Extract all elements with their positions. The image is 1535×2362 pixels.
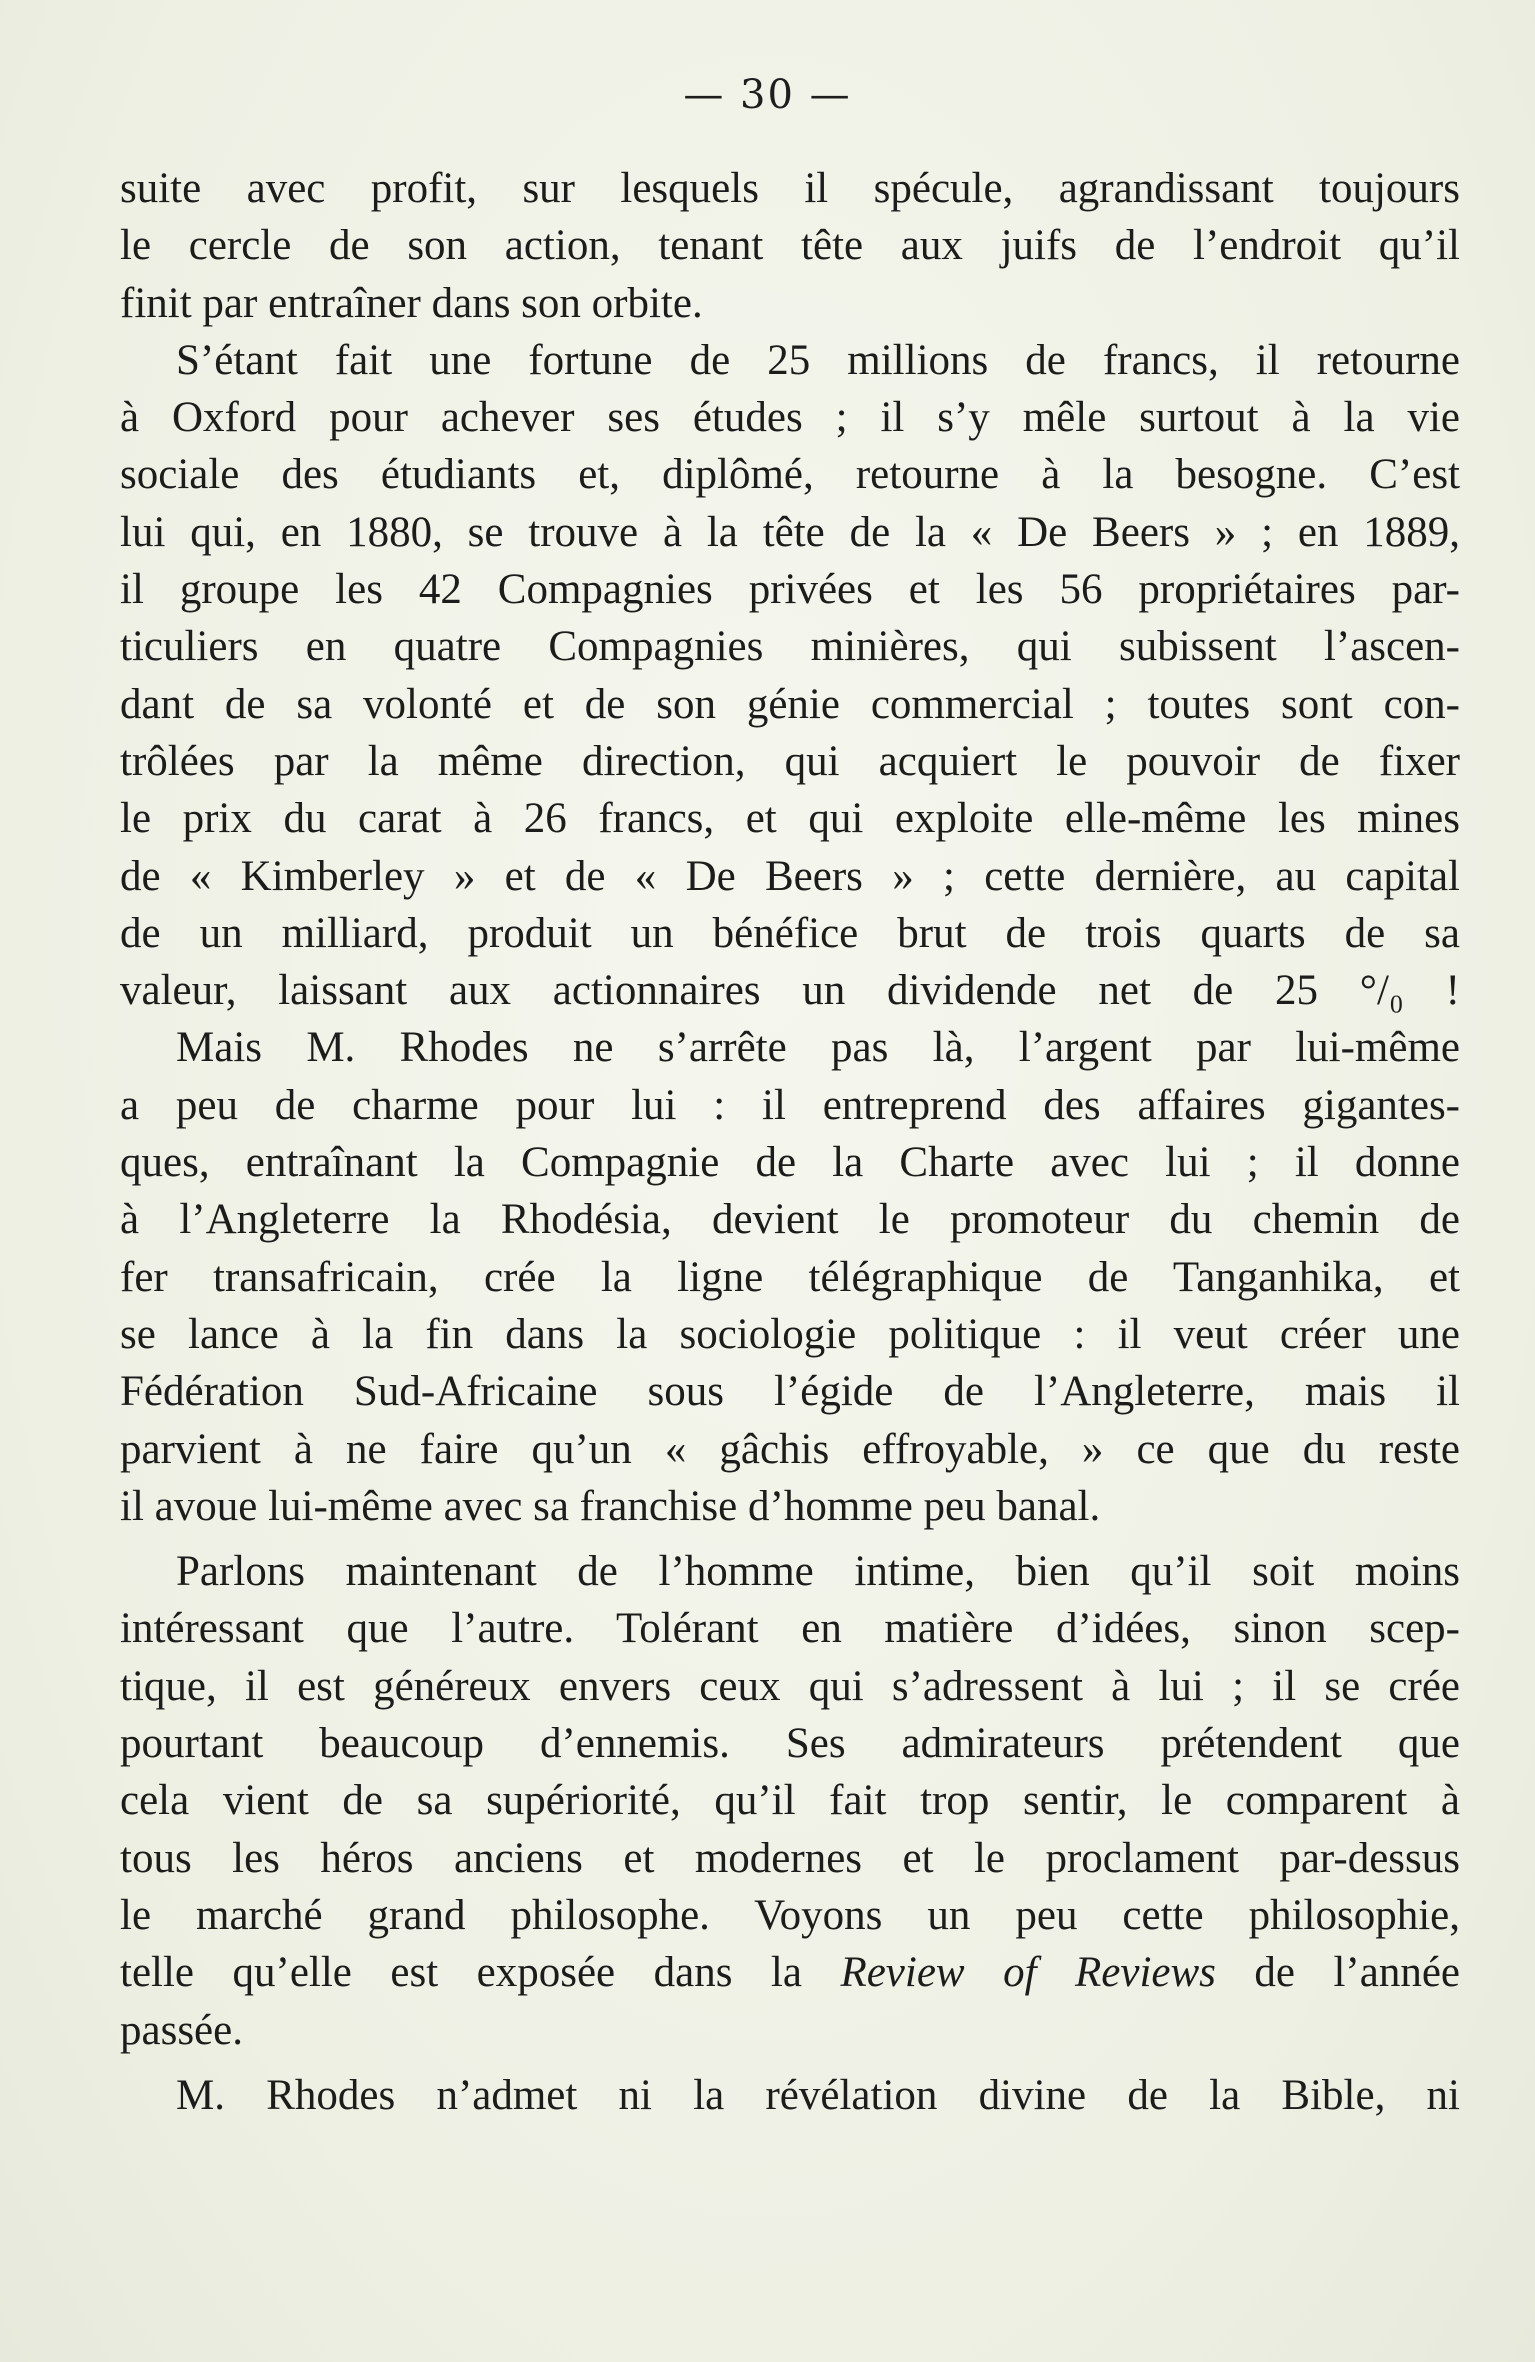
text-line: le marché grand philosophe. Voyons un peu cette philosophie,	[120, 1891, 1460, 1939]
text-line: il groupe les 42 Compagnies privées et les 56 propriétaires par-	[120, 566, 1460, 614]
text-line: valeur, laissant aux actionnaires un dividende net de 25 °/₀ !	[120, 967, 1460, 1015]
text-line: de un milliard, produit un bénéfice brut de trois quarts de sa	[120, 909, 1460, 957]
text-line: passée.	[120, 2006, 243, 2054]
body-text	[120, 160, 1460, 2124]
text-line: cela vient de sa supériorité, qu’il fait trop sentir, le comparent à	[120, 1777, 1460, 1825]
paragraph-gap	[120, 2059, 1460, 2067]
page-number: — 30 —	[683, 72, 852, 118]
text-line: lui qui, en 1880, se trouve à la tête de la « De Beers » ; en 1889,	[120, 508, 1460, 556]
text-line: dant de sa volonté et de son génie commercial ; toutes sont con-	[120, 680, 1460, 728]
paragraph-5	[120, 2067, 1460, 2124]
text-line: S’étant fait une fortune de 25 millions de francs, il retourne	[176, 336, 1460, 384]
text-line: Parlons maintenant de l’homme intime, bien qu’il soit moins	[176, 1548, 1460, 1596]
text-line-with-italic	[120, 1944, 1460, 2001]
text-line: fer transafricain, crée la ligne télégraphique de Tanganhika, et	[120, 1253, 1460, 1301]
text-line: tique, il est généreux envers ceux qui s’adressent à lui ; il se crée	[120, 1662, 1460, 1710]
text-line: de « Kimberley » et de « De Beers » ; cette dernière, au capital	[120, 852, 1460, 900]
text-line: ques, entraînant la Compagnie de la Charte avec lui ; il donne	[120, 1139, 1460, 1187]
text-line: tous les héros anciens et modernes et le proclament par-dessus	[120, 1834, 1460, 1882]
paragraph-1	[120, 160, 1460, 332]
text-line: intéressant que l’autre. Tolérant en matière d’idées, sinon scep-	[120, 1605, 1460, 1653]
paragraph-4	[120, 1543, 1460, 2059]
text-line: M. Rhodes n’admet ni la révélation divine de la Bible, ni	[176, 2071, 1460, 2119]
text-line: suite avec profit, sur lesquels il spécule, agrandissant toujours	[120, 165, 1460, 212]
text-line: se lance à la fin dans la sociologie politique : il veut créer une	[120, 1310, 1460, 1358]
text-line: parvient à ne faire qu’un « gâchis effroyable, » ce que du reste	[120, 1425, 1460, 1473]
text-fragment: de l’année	[1215, 1949, 1460, 1997]
text-line: sociale des étudiants et, diplômé, retourne à la besogne. C’est	[120, 451, 1460, 499]
text-line: à Oxford pour achever ses études ; il s’y mêle surtout à la vie	[120, 394, 1460, 442]
text-line: le prix du carat à 26 francs, et qui exploite elle-même les mines	[120, 795, 1460, 843]
paragraph-2	[120, 332, 1460, 1020]
text-line: finit par entraîner dans son orbite.	[120, 279, 703, 327]
text-fragment: telle qu’elle est exposée dans la	[120, 1949, 841, 1997]
text-line: trôlées par la même direction, qui acquiert le pouvoir de fixer	[120, 737, 1460, 785]
journal-title: Review of Reviews	[840, 1949, 1216, 1997]
text-line: à l’Angleterre la Rhodésia, devient le promoteur du chemin de	[120, 1196, 1460, 1244]
text-line: le cercle de son action, tenant tête aux juifs de l’endroit qu’il	[120, 222, 1460, 270]
text-line: a peu de charme pour lui : il entreprend des affaires gigantes-	[120, 1081, 1460, 1129]
text-line: pourtant beaucoup d’ennemis. Ses admirateurs prétendent que	[120, 1720, 1460, 1768]
paragraph-3	[120, 1019, 1460, 1535]
text-line: Mais M. Rhodes ne s’arrête pas là, l’argent par lui-même	[176, 1024, 1460, 1072]
text-line: Fédération Sud-Africaine sous l’égide de l’Angleterre, mais il	[120, 1368, 1460, 1416]
paragraph-gap	[120, 1535, 1460, 1543]
text-line: ticuliers en quatre Compagnies minières, qui subissent l’ascen-	[120, 623, 1460, 671]
text-line: il avoue lui-même avec sa franchise d’homme peu banal.	[120, 1482, 1101, 1530]
